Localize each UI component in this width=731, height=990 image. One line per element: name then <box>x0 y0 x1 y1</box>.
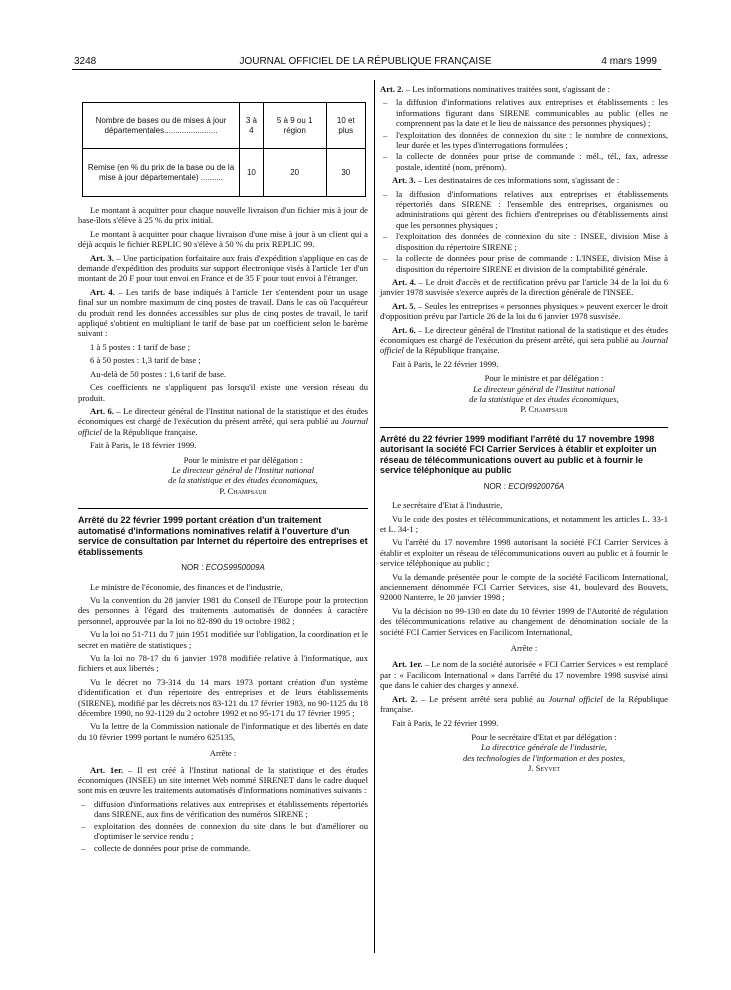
nor-code: ECOI9920076A <box>508 481 565 491</box>
scale-item: 6 à 50 postes : 1,3 tarif de base ; <box>90 355 201 366</box>
article-text: – Les destinataires de ces informations sont, s'agissant de : <box>415 175 620 186</box>
nor-label: NOR : <box>181 563 206 573</box>
signature-line: Pour le ministre et par délégation : <box>183 454 303 465</box>
paragraph: Le secrétaire d'Etat à l'industrie, <box>392 500 503 511</box>
article-text: de la République française. <box>101 426 198 437</box>
article-text: – Le nom de la société autorisée « FCI Carrier Services » est remplacé par : « Facilicom International » dans l'arrêté du 17 novembre 1998 susvisé ainsi que dans le cahier des charges y annexé. <box>380 659 668 691</box>
article-label: Art. 3. <box>90 252 114 263</box>
list-item: – diffusion d'informations relatives aux entreprises et établissements répertoriés dans SIRENE, aux fins de vérification des numéros SIRENE ; <box>94 799 368 820</box>
list-item: – l'exploitation des données de connexion du site : le nombre de connexions, leur durée et les types d'interrogations formulées ; <box>396 130 668 151</box>
table-cell: 10 <box>240 149 264 197</box>
list-item: – la diffusion d'informations relatives aux entreprises et établissements : les informations figurant dans SIRENE communicables au public (elles ne comprennent pas la date et le lieu de naissance des personnes physiques) ; <box>396 97 668 128</box>
article-label: Art. 1er. <box>392 659 423 670</box>
paragraph: Vu la convention du 28 janvier 1981 du Conseil de l'Europe pour la protection des personnes à l'égard des traitements automatisés de données à caractère personnel, approuvée par la loi no 82-890 du 19 octobre 1982 ; <box>78 594 368 626</box>
arrete-heading: Arrête : <box>510 643 538 654</box>
article-text: – Le directeur général de l'Institut national de la statistique et des études économiques est chargé de l'exécution du présent arrêté, qui sera publié au <box>78 405 369 427</box>
nor-label: NOR : <box>483 481 509 491</box>
nor-code: ECOS9950009A <box>205 563 265 573</box>
discount-table <box>82 102 366 197</box>
table-cell: 3 à 4 <box>240 103 264 149</box>
signature-line: Le directeur général de l'Institut national <box>472 383 616 394</box>
article-6 <box>78 406 368 437</box>
article-text: – Une participation forfaitaire aux frais d'expédition s'applique en cas de demande d'expédition des produits sur support électronique visés à l'article 1er d'un montant de 20 F pour tout envoi en France et de 35 F pour tout envoi à l'étranger. <box>78 252 369 284</box>
signature-block <box>118 455 368 497</box>
article-text: de la République française. <box>403 345 500 356</box>
article-text: – Les informations nominatives traitées sont, s'agissant de : <box>403 84 610 94</box>
article-1 <box>78 765 368 796</box>
arrete-heading: Arrête : <box>209 748 237 759</box>
section-divider <box>78 508 368 509</box>
list-item: – exploitation des données de connexion du site dans le but d'améliorer ou d'optimiser le service rendu ; <box>94 821 368 842</box>
article-label: Art. 1er. <box>90 764 124 775</box>
list-item: – la collecte de données pour prise de commande : L'INSEE, division Mise à disposition du répertoire SIRENE et division de la comptabilité générale. <box>396 253 668 274</box>
table-cell: Remise (en % du prix de la base ou de la mise à jour départementale) .......... <box>83 149 240 197</box>
journal-ref: Journal officiel <box>380 334 668 356</box>
article-text: – Les tarifs de base indiqués à l'article 1er s'entendent pour un usage final sur un nombre maximum de cinq postes de travail. Dans le cas où l'acquéreur du produit rend les données accessibles sur plus de cinq postes de travail, le tarif appliqué s'obtient en multipliant le tarif de base par un coefficient selon le barème suivant : <box>78 286 369 339</box>
article-text: – Le présent arrêté sera publié au <box>417 693 549 704</box>
header-rule <box>72 69 661 70</box>
article-text: – Le droit d'accès et de rectification prévu par l'article 34 de la loi du 6 janvier 1978 susvisée s'exerce auprès de la direction générale de l'INSEE. <box>380 276 668 298</box>
signature-block <box>420 373 668 415</box>
paragraph: Vu le code des postes et télécommunications, et notamment les articles L. 33-1 et L. 34-1 ; <box>380 513 668 534</box>
left-column <box>78 84 368 856</box>
nor-reference <box>380 482 668 492</box>
article-4 <box>78 287 368 339</box>
article-label: Art. 2. <box>392 693 418 704</box>
table-cell: 5 à 9 ou 1 région <box>263 103 326 149</box>
right-column <box>380 84 668 774</box>
treatment-list <box>78 799 368 853</box>
decree-title: Arrêté du 22 février 1999 modifiant l'arrêté du 17 novembre 1998 autorisant la société FCI Carrier Services à établir et exploiter un réseau de télécommunications ouvert au public et à fournir le service téléphonique au public <box>380 433 657 476</box>
signature-line: de la statistique et des études économiques, <box>469 393 619 404</box>
article-text: – Il est créé à l'Institut national de la statistique et des études économiques (INSEE) un site internet Web nommé SIRENET dans le cadre duquel sont mis en œuvre les traitements automatisés d'informations nominatives suivants : <box>78 764 368 796</box>
page-header <box>0 0 731 70</box>
signature-line: Pour le ministre et par délégation : <box>484 373 604 384</box>
recipient-list <box>380 189 668 274</box>
article-5 <box>380 301 668 322</box>
article-label: Art. 4. <box>392 276 417 287</box>
date-line: Fait à Paris, le 22 février 1999. <box>392 717 499 728</box>
article-label: Art. 3. <box>392 175 416 186</box>
article-4 <box>380 277 668 298</box>
paragraph: Le montant à acquitter pour chaque livraison d'une mise à jour à un client qui a déjà acquis le fichier REPLIC 90 s'élève à 50 % du prix REPLIC 99. <box>78 228 368 250</box>
paragraph: Ces coefficients ne s'appliquent pas lorsqu'il existe une version réseau du produit. <box>78 382 368 403</box>
article-3 <box>78 253 368 284</box>
page-number: 3248 <box>74 56 97 67</box>
table-cell: 30 <box>326 149 365 197</box>
article-6 <box>380 325 668 356</box>
list-item: – la diffusion d'informations relatives aux entreprises et établissements répertoriés dans SIRENE : l'ensemble des entreprises, organismes ou administrations qui gèrent des fichiers d'entreprises ou d'établissements ainsi que les personnes physiques ; <box>396 189 668 231</box>
paragraph: Vu la demande présentée pour le compte de la société Facilicom International, anciennement dénommée FCI Carrier Services, sise 41, boulevard des Bouvets, 92000 Nanterre, le 20 janvier 1998 ; <box>380 571 668 603</box>
list-item: – collecte de données pour prise de commande. <box>94 843 368 853</box>
table-cell: 20 <box>263 149 326 197</box>
article-text: – Le directeur général de l'Institut national de la statistique et des études économiques est chargé de l'exécution du présent arrêté, qui sera publié au <box>380 324 668 345</box>
article-3 <box>380 175 668 185</box>
scale-item: 1 à 5 postes : 1 tarif de base ; <box>90 341 190 352</box>
table-cell: Nombre de bases ou de mises à jour départementales........................ <box>83 103 240 149</box>
signature-line: La directrice générale de l'industrie, <box>481 742 607 753</box>
list-item: – la collecte de données pour prise de commande : mél., tél., fax, adresse postale, identité (nom, prénom). <box>396 151 668 172</box>
paragraph: Vu la loi no 78-17 du 6 janvier 1978 modifiée relative à l'informatique, aux fichiers et aux libertés ; <box>78 653 368 674</box>
paragraph: Vu la décision no 99-130 en date du 10 février 1999 de l'Autorité de régulation des télécommunications relative au changement de dénomination sociale de la société FCI Carrier Services en Facilicom International, <box>380 605 668 637</box>
paragraph: Vu la lettre de la Commission nationale de l'informatique et des libertés en date du 10 février 1999 portant le numéro 625135, <box>78 721 368 742</box>
signatory-name: P. Champsaur <box>219 485 267 496</box>
journal-title: JOURNAL OFFICIEL DE LA RÉPUBLIQUE FRANÇAISE <box>239 56 492 67</box>
signature-block <box>420 732 668 774</box>
column-divider <box>374 80 375 953</box>
scale-item: Au-delà de 50 postes : 1,6 tarif de base. <box>90 368 227 379</box>
article-label: Art. 2. <box>380 84 404 94</box>
article-2 <box>380 694 668 715</box>
signature-line: des technologies de l'information et des postes, <box>463 752 625 763</box>
journal-ref: Journal officiel <box>78 416 368 437</box>
table-row <box>83 149 366 197</box>
signature-line: Pour le secrétaire d'Etat et par délégation : <box>471 731 617 742</box>
date-line: Fait à Paris, le 22 février 1999. <box>392 358 499 369</box>
list-item: – l'exploitation des données de connexion du site : INSEE, division Mise à disposition du répertoire SIRENE ; <box>396 231 668 252</box>
paragraph: Vu le décret no 73-314 du 14 mars 1973 portant création d'un système d'identification et d'un répertoire des entreprises et de leurs établissements (SIRENE), modifié par les décrets nos 83-121 du 17 février 1983, no 90-1125 du 18 décembre 1990, no 92-1129 du 2 octobre 1992 et no 95-171 du 17 février 1995 ; <box>78 676 368 719</box>
article-text: de la République française. <box>380 693 668 715</box>
signature-line: Le directeur général de l'Institut national <box>171 464 315 475</box>
paragraph: Vu l'arrêté du 17 novembre 1998 autorisant la société FCI Carrier Services à établir et exploiter un réseau de télécommunications ouvert au public et à fournir le service téléphonique au public ; <box>380 537 668 569</box>
article-1 <box>380 659 668 690</box>
article-text: – Seules les entreprises « personnes physiques » peuvent exercer le droit d'opposition prévu par l'article 26 de la loi du 6 janvier 1978 susvisée. <box>380 300 669 322</box>
article-label: Art. 6. <box>90 405 114 416</box>
table-row <box>83 103 366 149</box>
signature-line: de la statistique et des études économiques, <box>168 475 318 486</box>
signatory-name: J. Seyvet <box>527 763 561 774</box>
issue-date: 4 mars 1999 <box>601 56 657 67</box>
article-label: Art. 4. <box>90 286 115 297</box>
table-cell: 10 et plus <box>326 103 365 149</box>
nor-reference <box>78 563 368 573</box>
paragraph: Le ministre de l'économie, des finances et de l'industrie, <box>90 581 283 592</box>
signatory-name: P. Champsaur <box>520 404 568 415</box>
date-line: Fait à Paris, le 18 février 1999. <box>90 440 197 451</box>
journal-ref: Journal officiel <box>548 693 603 704</box>
article-2 <box>380 84 668 94</box>
article-label: Art. 5. <box>392 300 416 311</box>
paragraph: Vu la loi no 51-711 du 7 juin 1951 modifiée sur l'obligation, la coordination et le secret en matière de statistiques ; <box>78 629 368 650</box>
information-list <box>380 97 668 172</box>
article-label: Art. 6. <box>392 324 416 335</box>
decree-title: Arrêté du 22 février 1999 portant création d'un traitement automatisé d'informations nominatives relatif à l'ouverture d'un service de consultation par Internet du répertoire des entreprises et établissements <box>78 515 368 557</box>
paragraph: Le montant à acquitter pour chaque nouvelle livraison d'un fichier mis à jour de base-îlots s'élève à 25 % du prix initial. <box>78 205 368 226</box>
section-divider <box>380 427 668 428</box>
